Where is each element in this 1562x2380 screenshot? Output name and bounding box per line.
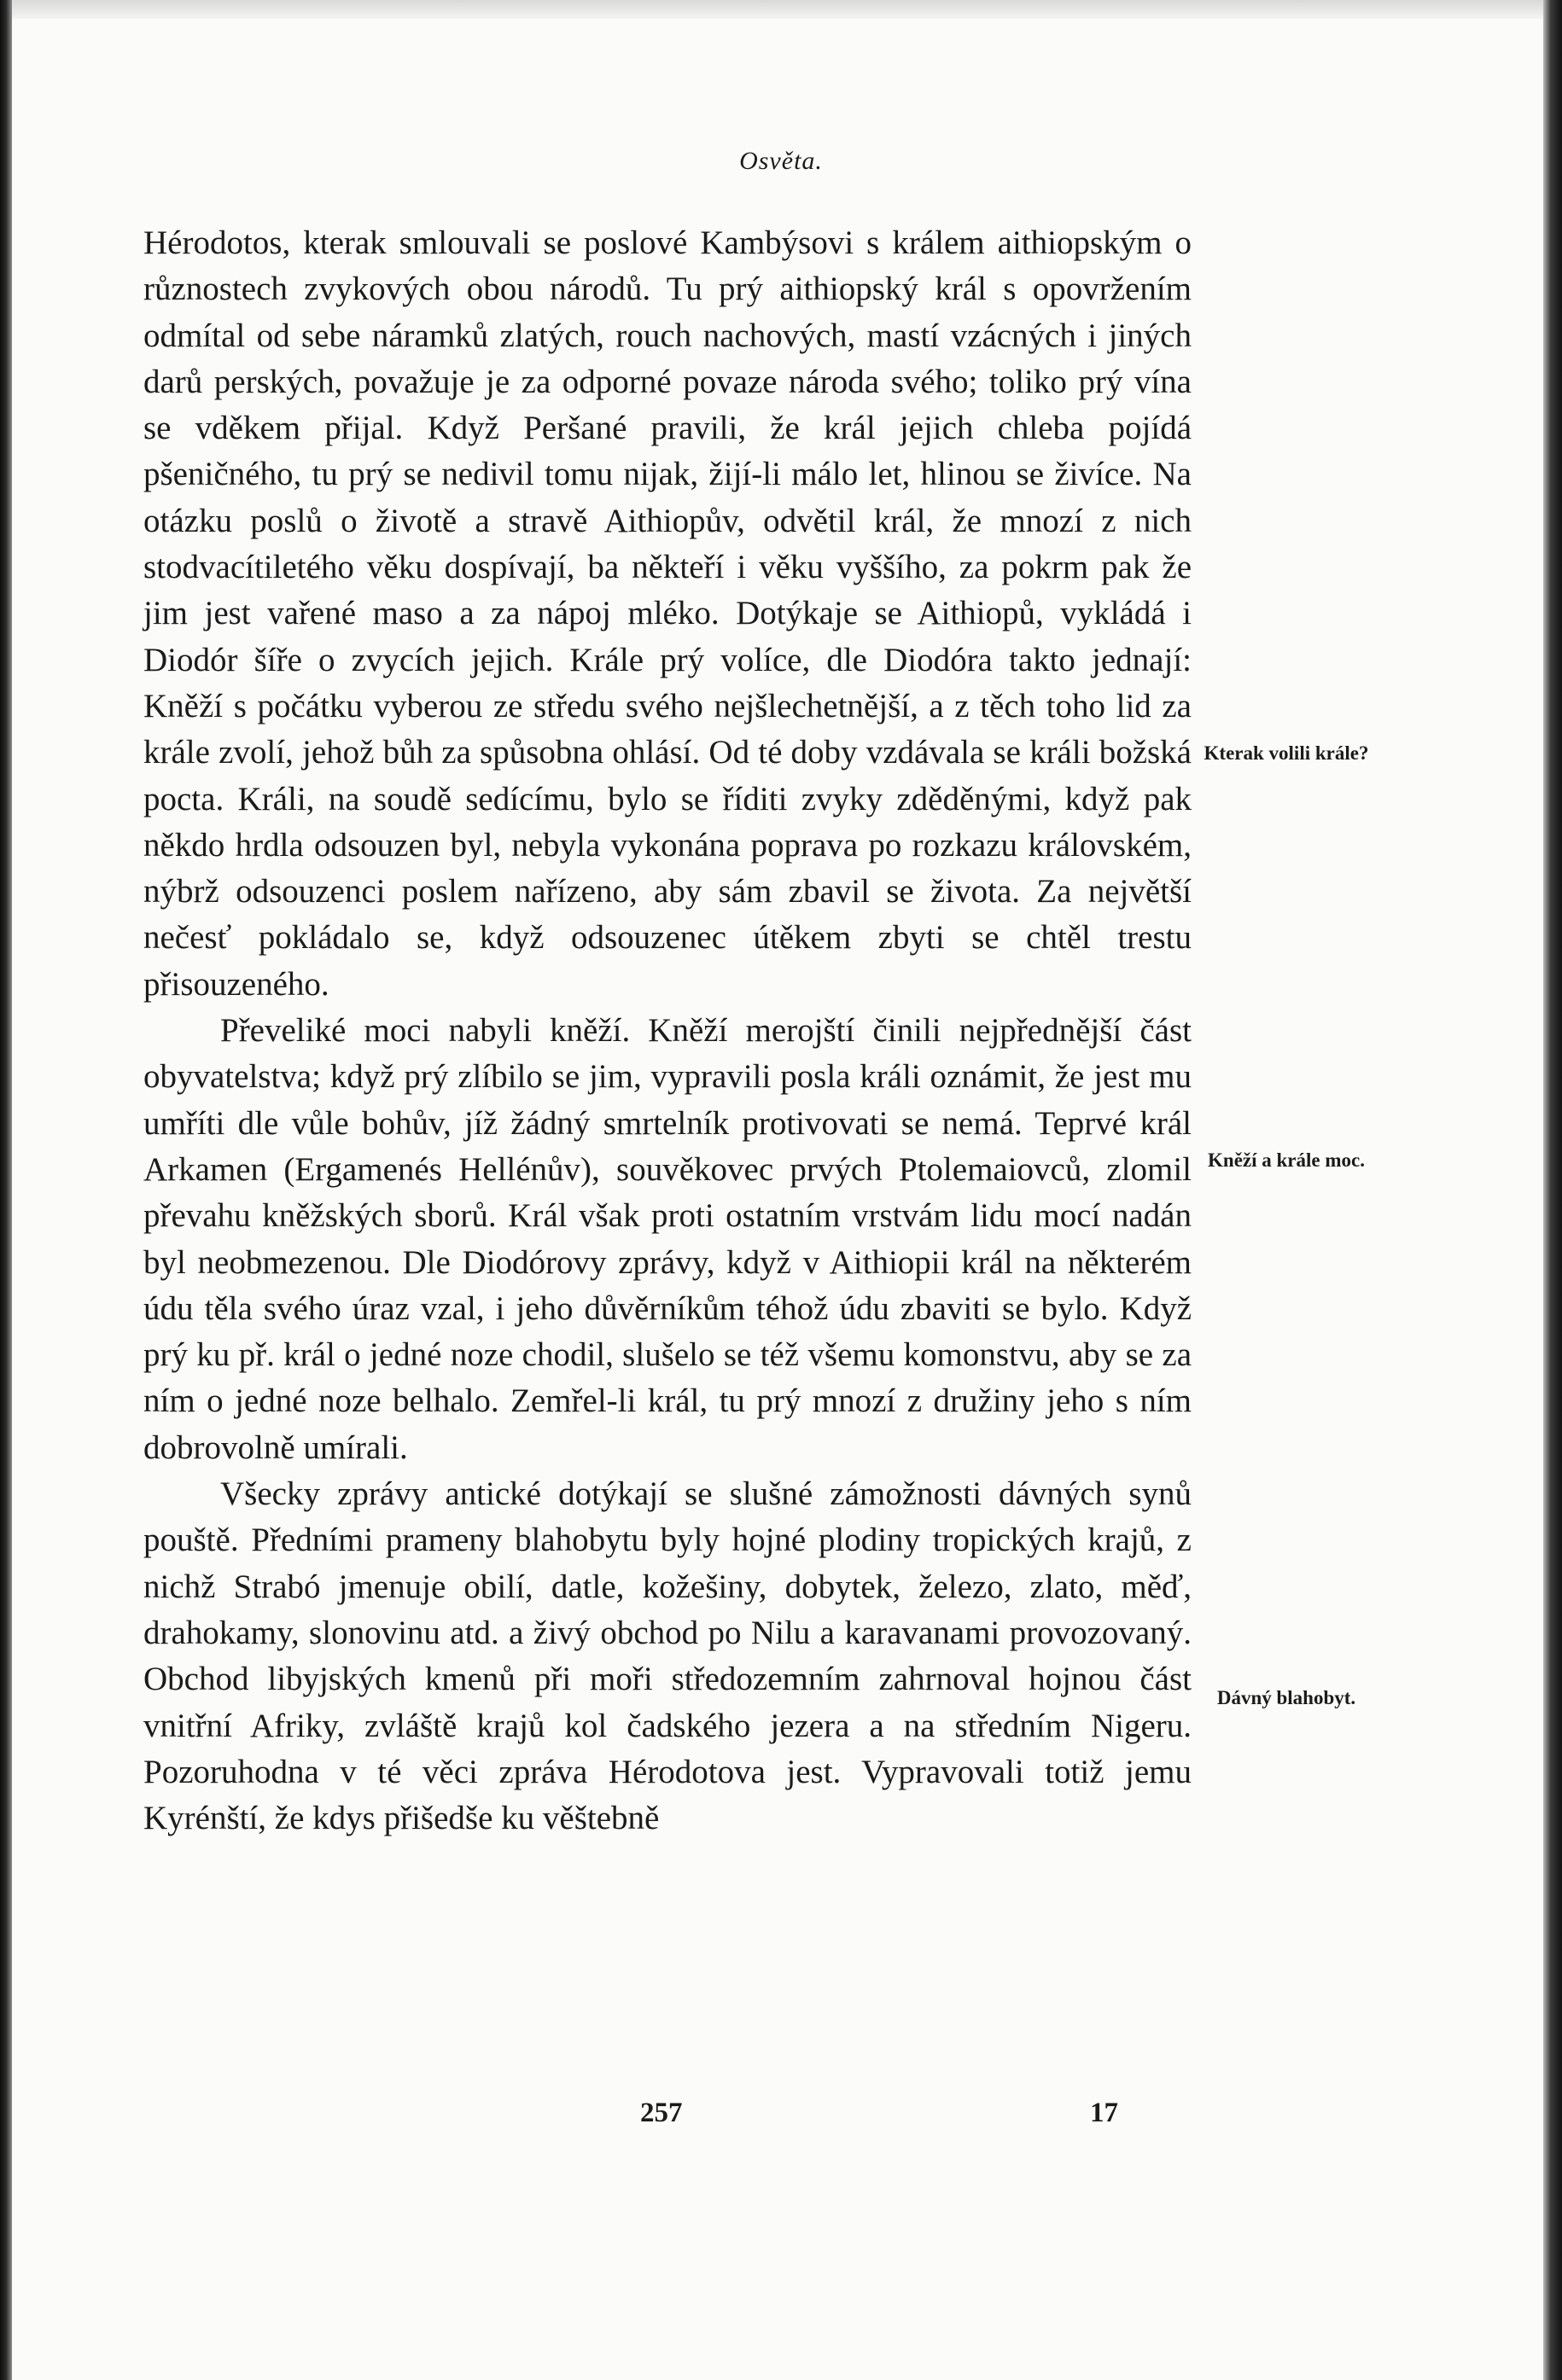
margin-note-priests: Kněží a krále moc.	[1208, 1149, 1365, 1171]
margin-note-election: Kterak volili krále?	[1204, 742, 1369, 764]
running-title: Osvěta.	[739, 147, 823, 175]
margin-note-prosperity: Dávný blahobyt.	[1216, 1687, 1356, 1708]
signature-mark: 17	[1090, 2098, 1118, 2128]
page-number: 257	[640, 2098, 683, 2128]
scan-left-edge	[0, 0, 12, 2380]
paragraph-1: Hérodotos, kterak smlouvali se poslové Kambýsovi s králem aithiopským o různostech zvykových obou národů. Tu prý aithiopský král s opovržením odmítal od sebe náramků zlatých, rouch nachových, mastí vzácných i jiných darů perských, považuje je za odporné povaze národa svého; toliko prý vína se vděkem přijal. Když Peršané pravili, že král jejich chleba pojídá pšeničného, tu prý se nedivil tomu nijak, žijí-li málo let, hlinou se živíce. Na otázku poslů o životě a stravě Aithiopův, odvětil král, že mnozí z nich stodvacítiletého věku dospívají, ba někteří i věku vyššího, za pokrm pak že jim jest vařené maso a za nápoj mléko. Dotýkaje se Aithiopů, vykládá i Diodór šíře o zvycích jejich. Krále prý volíce, dle Diodóra takto jednají: Kněží s počátku vyberou ze středu svého nejšlechetnější, a z těch toho lid za krále zvolí, jehož bůh za spůsobna ohlásí. Od té doby vzdávala se králi božská pocta. Králi, na soudě sedícímu, bylo se říditi zvyky zděděnými, když pak někdo hrdla odsouzen byl, nebyla vykonána poprava po rozkazu královském, nýbrž odsouzenci poslem nařízeno, aby sám zbavil se života. Za největší nečesť pokládalo se, když odsouzenec útěkem zbyti se chtěl trestu přisouzeného.	[143, 224, 1192, 1003]
paragraph-2: Převeliké moci nabyli kněží. Kněží merojští činili nejpřednější část obyvatelstva; když prý zlíbilo se jim, vypravili posla králi oznámit, že jest mu umříti dle vůle bohův, jíž žádný smrtelník protivovati se nemá. Teprvé král Arkamen (Ergamenés Hellénův), souvěkovec prvých Ptolemaiovců, zlomil převahu kněžských sborů. Král však proti ostatním vrstvám lidu mocí nadán byl neobmezenou. Dle Diodórovy zprávy, když v Aithiopii král na některém údu těla svého úraz vzal, i jeho důvěrníkům téhož údu zbaviti se bylo. Když prý ku př. král o jedné noze chodil, slušelo se též všemu komonstvu, aby se za ním o jedné noze belhalo. Zemřel-li král, tu prý mnozí z družiny jeho s ním dobrovolně umírali.	[143, 1012, 1192, 1466]
paragraph-3: Všecky zprávy antické dotýkají se slušné zámožnosti dávných synů pouště. Předními prameny blahobytu byly hojné plodiny tropických krajů, z nichž Strabó jmenuje obilí, datle, kožešiny, dobytek, železo, zlato, měď, drahokamy, slonovinu atd. a živý obchod po Nilu a karavanami provozovaný. Obchod libyjských kmenů při moři středozemním zahrnoval hojnou část vnitřní Afriky, zvláště krajů kol čadského jezera a na středním Nigeru. Pozoruhodna v té věci zpráva Hérodotova jest. Vypravovali totiž jemu Kyrénští, že kdys přišedše ku věštebně	[143, 1475, 1192, 1837]
scan-top-edge	[0, 0, 1562, 19]
body-text	[143, 220, 1192, 1842]
scan-right-edge	[1543, 0, 1562, 2380]
